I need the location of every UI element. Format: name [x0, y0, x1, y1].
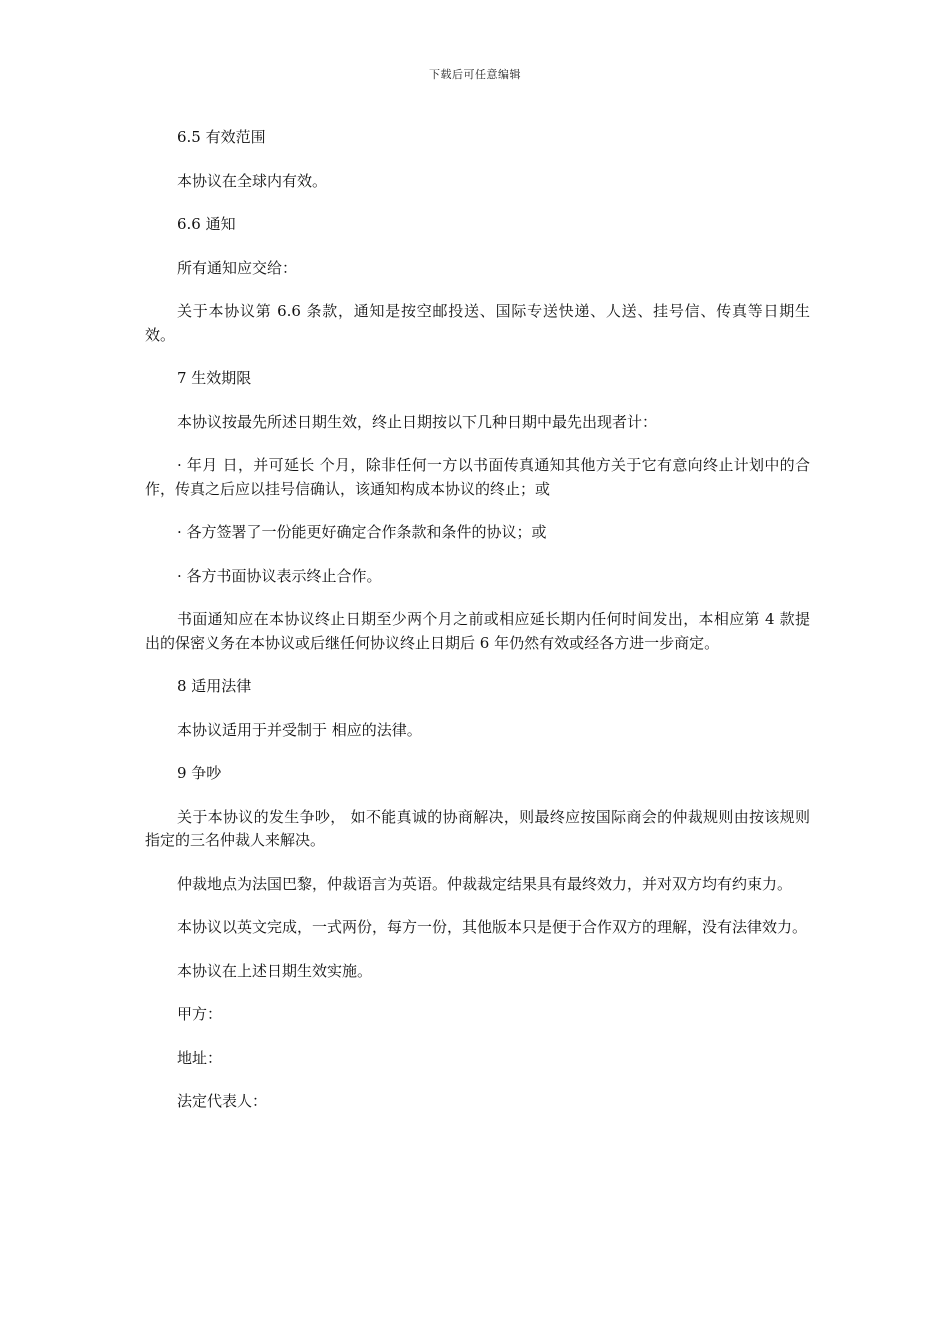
section-heading-6-6: 6.6 通知	[177, 215, 236, 233]
paragraph: 关于本协议的发生争吵， 如不能真诚的协商解决，则最终应按国际商会的仲裁规则由按该规则指定的三名仲裁人来解决。	[145, 807, 810, 849]
paragraph: 所有通知应交给：	[177, 258, 298, 277]
paragraph: 本协议适用于并受制于 相应的法律。	[177, 720, 422, 739]
paragraph: 本协议在全球内有效。	[177, 171, 328, 190]
page-header: 下载后可任意编辑	[429, 68, 521, 81]
paragraph: 书面通知应在本协议终止日期至少两个月之前或相应延长期内任何时间发出，本相应第 4 款提出的保密义务在本协议或后继任何协议终止日期后 6 年仍然有效或经各方进一步商定。	[145, 610, 810, 652]
section-heading-8: 8 适用法律	[177, 677, 252, 695]
bullet-item: · 各方书面协议表示终止合作。	[177, 566, 382, 585]
section-heading-7: 7 生效期限	[177, 369, 252, 387]
section-heading-9: 9 争吵	[177, 764, 222, 782]
paragraph: 关于本协议第 6.6 条款，通知是按空邮投送、国际专送快递、人送、挂号信、传真等日期生效。	[145, 302, 810, 344]
document-body	[145, 126, 810, 1134]
paragraph: 本协议按最先所述日期生效，终止日期按以下几种日期中最先出现者计：	[177, 412, 658, 431]
bullet-item: · 各方签署了一份能更好确定合作条款和条件的协议；或	[177, 523, 547, 541]
section-heading-6-5: 6.5 有效范围	[177, 128, 266, 146]
signature-party-a: 甲方：	[177, 1005, 223, 1023]
bullet-item: · 年月 日，并可延长 个月，除非任何一方以书面传真通知其他方关于它有意向终止计划中的合作，传真之后应以挂号信确认，该通知构成本协议的终止；或	[145, 456, 810, 498]
paragraph: 本协议在上述日期生效实施。	[177, 961, 373, 980]
signature-legal-representative: 法定代表人：	[177, 1092, 268, 1110]
signature-address: 地址：	[177, 1048, 223, 1067]
paragraph: 本协议以英文完成，一式两份，每方一份，其他版本只是便于合作双方的理解，没有法律效力。	[177, 918, 808, 936]
paragraph: 仲裁地点为法国巴黎，仲裁语言为英语。仲裁裁定结果具有最终效力，并对双方均有约束力。	[177, 874, 793, 893]
